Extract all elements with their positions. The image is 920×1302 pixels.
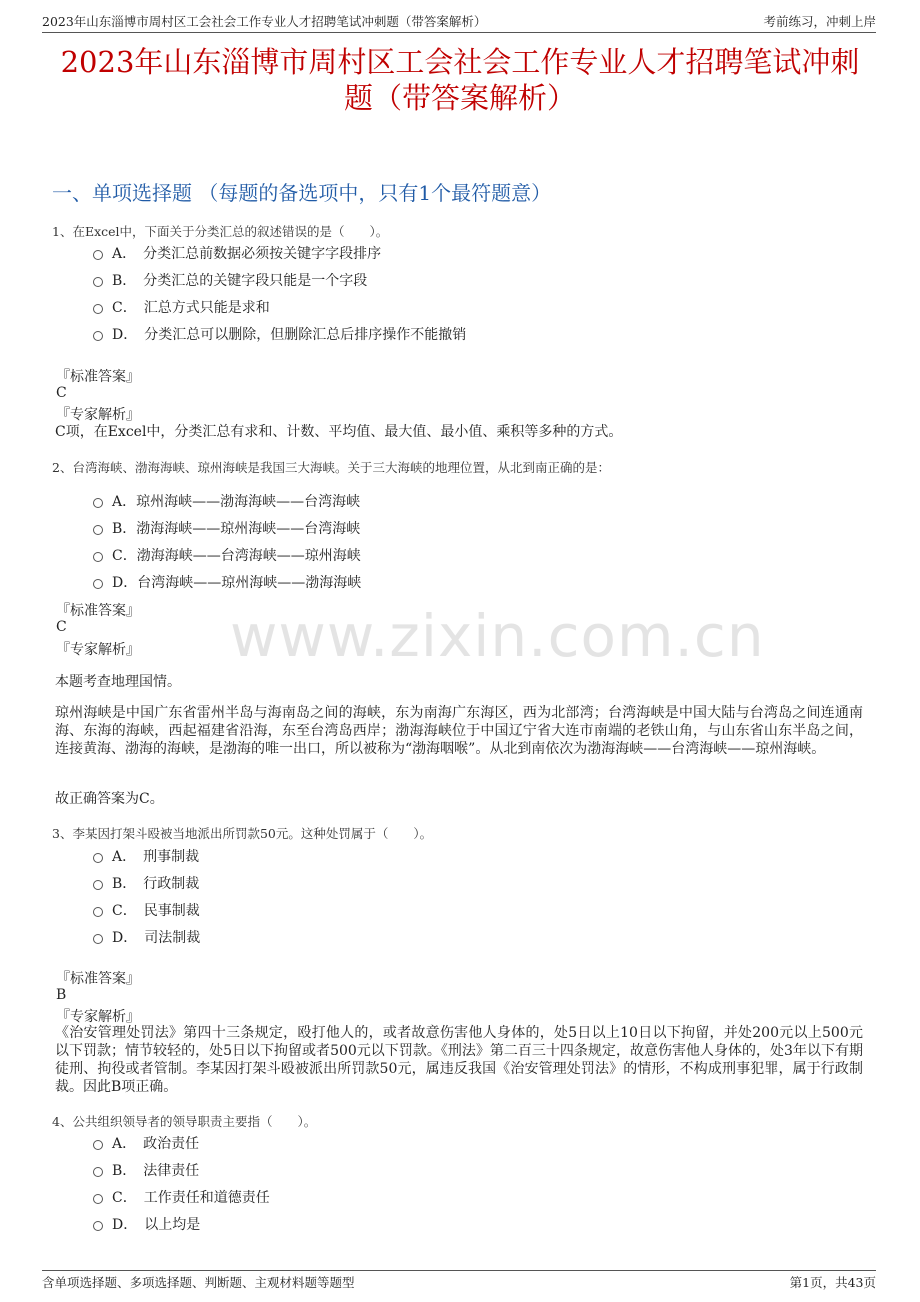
question-stem: 1、在Excel中，下面关于分类汇总的叙述错误的是（ ）。 <box>52 224 389 239</box>
option-a[interactable] <box>93 846 199 866</box>
option-d[interactable] <box>93 1214 200 1234</box>
radio-icon[interactable] <box>93 880 103 890</box>
footer-note: 含单项选择题、多项选择题、判断题、主观材料题等题型 <box>42 1275 355 1290</box>
radio-icon[interactable] <box>93 853 103 863</box>
option-c[interactable] <box>93 900 200 920</box>
option-a[interactable] <box>93 491 360 511</box>
option-label: A． 刑事制裁 <box>112 849 200 865</box>
option-label: B． 法律责任 <box>112 1163 200 1179</box>
option-b[interactable] <box>93 873 199 893</box>
option-label: C． 工作责任和道德责任 <box>112 1190 270 1206</box>
analysis-label: 『专家解析』 <box>56 407 140 423</box>
analysis-text: 故正确答案为C。 <box>55 791 164 807</box>
radio-icon[interactable] <box>93 498 103 508</box>
header-title: 2023年山东淄博市周村区工会社会工作专业人才招聘笔试冲刺题（带答案解析） <box>42 14 487 29</box>
answer-value: C <box>56 385 67 401</box>
radio-icon[interactable] <box>93 277 103 287</box>
question-stem: 2、台湾海峡、渤海海峡、琼州海峡是我国三大海峡。关于三大海峡的地理位置，从北到南正确的是： <box>52 460 610 475</box>
radio-icon[interactable] <box>93 525 103 535</box>
option-label: D． 以上均是 <box>112 1217 201 1233</box>
radio-icon[interactable] <box>93 934 103 944</box>
option-c[interactable] <box>93 545 361 565</box>
option-b[interactable] <box>93 1160 199 1180</box>
radio-icon[interactable] <box>93 1194 103 1204</box>
option-c[interactable] <box>93 1187 270 1207</box>
option-c[interactable] <box>93 297 270 317</box>
page-footer <box>42 1270 876 1291</box>
option-label: B． 行政制裁 <box>112 876 200 892</box>
question-stem: 4、公共组织领导者的领导职责主要指（ ）。 <box>52 1114 317 1129</box>
option-a[interactable] <box>93 1133 199 1153</box>
title-line-2: 题（带答案解析） <box>343 81 576 115</box>
option-label: C．渤海海峡——台湾海峡——琼州海峡 <box>112 548 361 564</box>
page-header <box>42 8 876 33</box>
radio-icon[interactable] <box>93 1221 103 1231</box>
option-label: B．渤海海峡——琼州海峡——台湾海峡 <box>112 521 361 537</box>
analysis-label: 『专家解析』 <box>56 1009 140 1025</box>
answer-label: 『标准答案』 <box>56 603 140 619</box>
analysis-text: 琼州海峡是中国广东省雷州半岛与海南岛之间的海峡，东为南海广东海区，西为北部湾；台湾海峡是中国大陆与台湾岛之间连通南海、东海的海峡，西起福建省沿海，东至台湾岛西岸；渤海海峡位于中国辽宁省大连市南端的老铁山角，与山东省山东半岛之间，连接黄海、渤海的海峡，是渤海的唯一出口，所以被称为“渤海咽喉”。从北到南依次为渤海海峡——台湾海峡——琼州海峡。 <box>55 705 863 757</box>
option-label: D．台湾海峡——琼州海峡——渤海海峡 <box>112 575 362 591</box>
answer-label: 『标准答案』 <box>56 369 140 385</box>
option-label: A． 政治责任 <box>112 1136 200 1152</box>
option-label: A． 分类汇总前数据必须按关键字字段排序 <box>112 246 382 262</box>
page-number: 第1页，共43页 <box>789 1275 876 1290</box>
option-label: A．琼州海峡——渤海海峡——台湾海峡 <box>112 494 361 510</box>
option-label: D． 分类汇总可以删除，但删除汇总后排序操作不能撤销 <box>112 327 467 343</box>
radio-icon[interactable] <box>93 907 103 917</box>
option-d[interactable] <box>93 324 466 344</box>
answer-value: C <box>56 619 67 635</box>
answer-value: B <box>56 987 67 1003</box>
option-b[interactable] <box>93 518 360 538</box>
analysis-text: 《治安管理处罚法》第四十三条规定，殴打他人的，或者故意伤害他人身体的，处5日以上10日以下拘留，并处200元以上500元以下罚款；情节较轻的，处5日以下拘留或者500元以下罚款。《刑法》第二百三十四条规定，故意伤害他人身体的，处3年以下有期徒刑、拘役或者管制。李某因打架斗殴被派出所罚款50元，属违反我国《治安管理处罚法》的情形，不构成刑事犯罪，属于行政制裁。因此B项正确。 <box>55 1025 863 1095</box>
option-d[interactable] <box>93 572 361 592</box>
analysis-label: 『专家解析』 <box>56 642 140 658</box>
header-slogan: 考前练习，冲刺上岸 <box>763 14 876 29</box>
radio-icon[interactable] <box>93 552 103 562</box>
radio-icon[interactable] <box>93 1140 103 1150</box>
option-label: B． 分类汇总的关键字段只能是一个字段 <box>112 273 368 289</box>
section-heading: 一、单项选择题 （每题的备选项中，只有1个最符题意） <box>52 181 552 205</box>
radio-icon[interactable] <box>93 1167 103 1177</box>
radio-icon[interactable] <box>93 304 103 314</box>
analysis-text: C项，在Excel中，分类汇总有求和、计数、平均值、最大值、最小值、乘积等多种的方式。 <box>55 424 623 440</box>
question-stem: 3、李某因打架斗殴被当地派出所罚款50元。这种处罚属于（ ）。 <box>52 826 433 841</box>
document-title <box>40 44 880 116</box>
watermark: www.zixin.com.cn <box>230 602 765 670</box>
radio-icon[interactable] <box>93 331 103 341</box>
radio-icon[interactable] <box>93 250 103 260</box>
option-b[interactable] <box>93 270 367 290</box>
analysis-text: 本题考查地理国情。 <box>55 674 181 690</box>
option-a[interactable] <box>93 243 381 263</box>
title-line-1: 2023年山东淄博市周村区工会社会工作专业人才招聘笔试冲刺 <box>60 45 860 79</box>
option-label: C． 汇总方式只能是求和 <box>112 300 270 316</box>
option-label: C． 民事制裁 <box>112 903 200 919</box>
option-label: D． 司法制裁 <box>112 930 201 946</box>
radio-icon[interactable] <box>93 579 103 589</box>
option-d[interactable] <box>93 927 200 947</box>
answer-label: 『标准答案』 <box>56 971 140 987</box>
